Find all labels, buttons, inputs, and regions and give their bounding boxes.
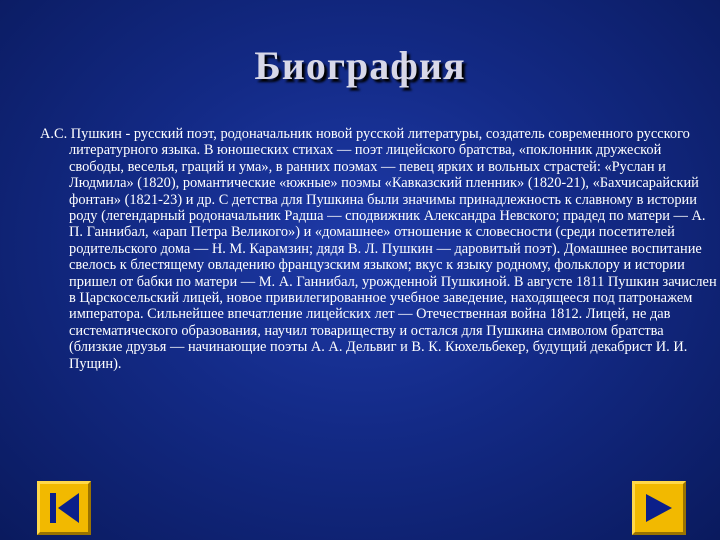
slide-title: Биография	[254, 43, 466, 88]
slide-body-text: А.С. Пушкин - русский поэт, родоначальник новой русской литературы, создатель современного русского литературного языка. В юношеских стихах — поэт лицейского братства, «поклонник дружеской свободы, веселья, граций и ума», в ранних поэмах — певец ярких и вольных страстей: «Руслан и Людмила» (1820), романтические «южные» поэмы «Кавказский пленник» (1820-21), «Бахчисарайский фонтан» (1821-23) и др. С детства для Пушкина были значимы принадлежность к славному в истории роду (легендарный родоначальник Радша — сподвижник Александра Невского; прадед по матери — А. П. Ганнибал, «арап Петра Великого») и «домашнее» отношение к словесности (среди посетителей родительского дома — Н. М. Карамзин; дядя В. Л. Пушкин — даровитый поэт). Домашнее воспитание свелось к блестящему овладению французским языком; вкус к языку родному, фольклору и истории пришел от бабки по матери — М. А. Ганнибал, урожденной Пушкиной. В августе 1811 Пушкин зачислен в Царскосельский лицей, новое привилегированное учебное заведение, находящееся под патронажем императора. Сильнейшее впечатление лицейских лет — Отечественная война 1812. Лицей, не дав систематического образования, научил товариществу и остался для Пушкина символом братства (близкие друзья — начинающие поэты А. А. Дельвиг и В. К. Кюхельбекер, будущий декабрист И. И. Пущин).	[40, 126, 717, 372]
play-next-icon	[641, 490, 677, 526]
previous-slide-button[interactable]	[37, 481, 91, 535]
skip-to-first-icon	[46, 490, 82, 526]
next-slide-button[interactable]	[632, 481, 686, 535]
